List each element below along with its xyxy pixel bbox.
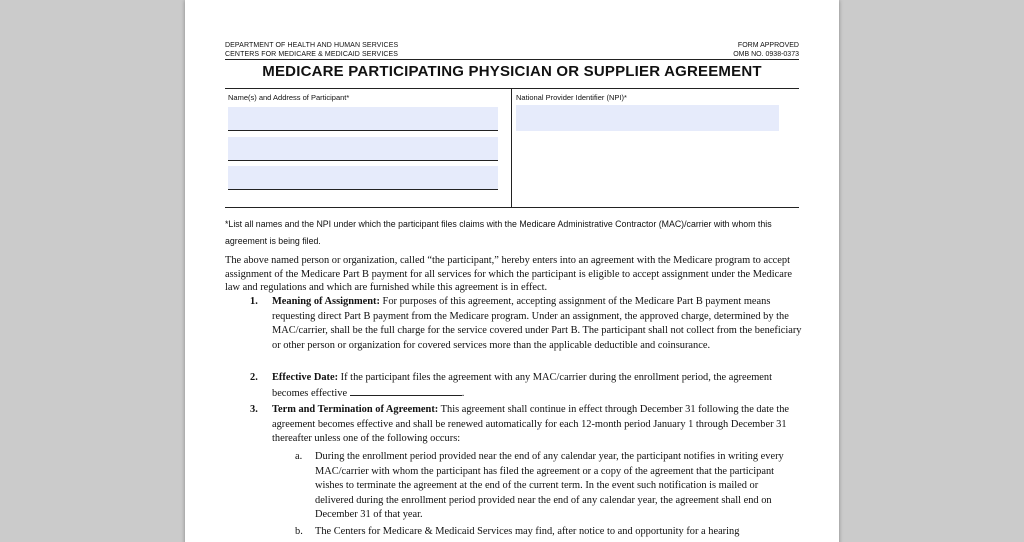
section-term-and-termination bbox=[250, 403, 805, 447]
npi-label: National Provider Identifier (NPI)* bbox=[516, 93, 627, 102]
intro-paragraph: The above named person or organization, called “the participant,” hereby enters into an agreement with the Medicare program to accept assignment of the Medicare Part B payment for all services for which the participant is eligible to accept assignment under the Medicare law and regulations and which are furnished while this agreement is in effect. bbox=[225, 255, 792, 293]
subsection-text: The Centers for Medicare & Medicaid Services may find, after notice to and opportunity for a hearing bbox=[315, 526, 740, 537]
name-address-label: Name(s) and Address of Participant* bbox=[228, 93, 350, 102]
section-heading: Effective Date: bbox=[272, 372, 339, 383]
form-title: MEDICARE PARTICIPATING PHYSICIAN OR SUPPLIER AGREEMENT bbox=[262, 63, 762, 80]
subsection-letter: b. bbox=[295, 526, 303, 537]
section-number: 3. bbox=[250, 404, 258, 415]
name-address-field-1[interactable] bbox=[228, 107, 498, 131]
header-divider bbox=[225, 59, 799, 60]
department-line: DEPARTMENT OF HEALTH AND HUMAN SERVICES bbox=[225, 42, 399, 49]
agency-header bbox=[225, 41, 398, 59]
name-address-field-3[interactable] bbox=[228, 166, 498, 190]
subsection-text: During the enrollment period provided near the end of any calendar year, the participant notifies in writing every MAC/carrier with whom the participant has filed the agreement or a copy of the agreement that the participant wishes to terminate the agreement at the end of the current term. In the event such notification is mailed or delivered during the enrollment period provided near the end of any calendar year, the agreement shall end on December 31 of that year. bbox=[315, 451, 784, 520]
section-number: 1. bbox=[250, 296, 258, 307]
npi-field[interactable] bbox=[516, 105, 779, 131]
document-page bbox=[185, 0, 839, 542]
section-heading: Meaning of Assignment: bbox=[272, 296, 380, 307]
section-heading: Term and Termination of Agreement: bbox=[272, 404, 439, 415]
centers-line: CENTERS FOR MEDICARE & MEDICAID SERVICES bbox=[225, 51, 399, 58]
section-text-end: . bbox=[461, 387, 465, 399]
name-address-field-2[interactable] bbox=[228, 137, 498, 161]
section-text: This agreement shall continue in effect through December 31 following the date the agreement becomes effective and shall be renewed automatically for each 12-month period January 1 through December 31 thereafter unless one of the following occurs: bbox=[272, 404, 790, 444]
omb-number: OMB NO. 0938-0373 bbox=[733, 51, 799, 58]
section-effective-date bbox=[250, 371, 805, 401]
subsection-a bbox=[295, 450, 795, 523]
field-column-divider bbox=[511, 89, 512, 207]
participant-info-box bbox=[225, 89, 799, 208]
footnote: *List all names and the NPI under which the participant files claims with the Medicare Administrative Contractor (MAC)/carrier with whom this agreement is being filed. bbox=[225, 219, 772, 246]
section-text: For purposes of this agreement, accepting assignment of the Medicare Part B payment means requesting direct Part B payment from the Medicare program. Under an assignment, the approved charge, determined by the MAC/carrier, shall be the full charge for the service covered under Part B. The participant shall not collect from the beneficiary or other person or organization for covered services more than the applicable deductible and coinsurance. bbox=[272, 296, 802, 351]
section-number: 2. bbox=[250, 372, 258, 383]
effective-date-field[interactable] bbox=[350, 386, 462, 396]
form-approval-header bbox=[733, 41, 799, 59]
form-approved-label: FORM APPROVED bbox=[737, 42, 799, 49]
section-meaning-of-assignment bbox=[250, 295, 805, 353]
section-text: If the participant files the agreement with any MAC/carrier during the enrollment period, the agreement becomes effective bbox=[272, 372, 772, 399]
subsection-b bbox=[295, 525, 795, 540]
subsection-letter: a. bbox=[295, 451, 303, 462]
